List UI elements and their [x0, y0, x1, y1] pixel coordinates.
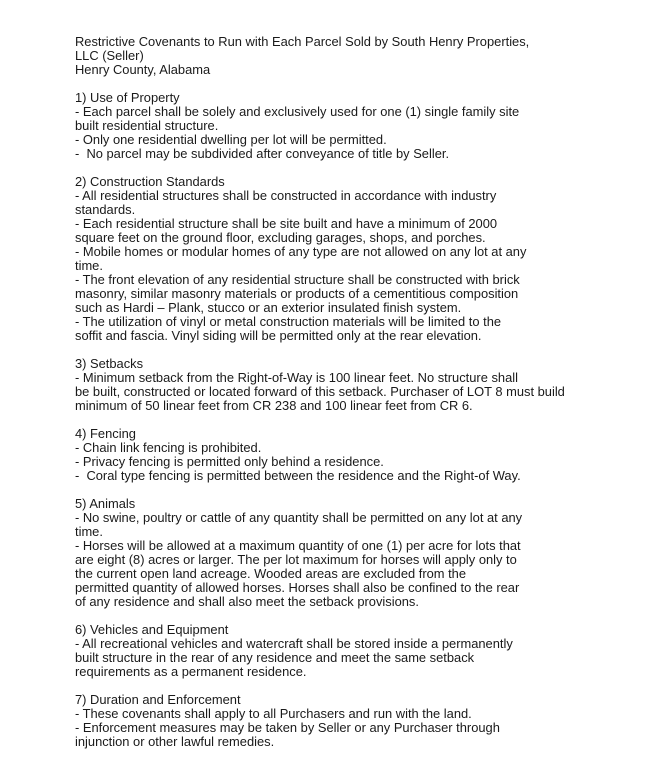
covenant-line: square feet on the ground floor, excluding garages, shops, and porches. — [75, 230, 486, 245]
covenant-line: minimum of 50 linear feet from CR 238 and 100 linear feet from CR 6. — [75, 398, 473, 413]
section-heading: 5) Animals — [75, 496, 136, 511]
covenant-line: - These covenants shall apply to all Purchasers and run with the land. — [75, 706, 472, 721]
covenant-line: - The front elevation of any residential structure shall be constructed with brick — [75, 272, 520, 287]
covenant-line: - No parcel may be subdivided after conveyance of title by Seller. — [75, 146, 450, 161]
covenant-line: - Coral type fencing is permitted between the residence and the Right-of Way. — [75, 468, 521, 483]
covenant-line: the current open land acreage. Wooded areas are excluded from the — [75, 566, 467, 581]
covenant-line: permitted quantity of allowed horses. Horses shall also be confined to the rear — [75, 580, 520, 595]
section-vehicles-and-equipment — [75, 623, 630, 679]
covenant-line: time. — [75, 524, 103, 539]
covenant-line: built structure in the rear of any residence and meet the same setback — [75, 650, 475, 665]
covenant-line: standards. — [75, 202, 136, 217]
covenant-line: - Mobile homes or modular homes of any type are not allowed on any lot at any — [75, 244, 527, 259]
covenant-line: - Chain link fencing is prohibited. — [75, 440, 262, 455]
section-heading: 7) Duration and Enforcement — [75, 692, 241, 707]
section-heading: 2) Construction Standards — [75, 174, 225, 189]
section-heading: 6) Vehicles and Equipment — [75, 622, 229, 637]
covenant-line: time. — [75, 258, 103, 273]
covenant-line: - Each parcel shall be solely and exclusively used for one (1) single family site — [75, 104, 520, 119]
section-fencing — [75, 427, 630, 483]
covenant-line: - Minimum setback from the Right-of-Way is 100 linear feet. No structure shall — [75, 370, 518, 385]
covenant-line: soffit and fascia. Vinyl siding will be permitted only at the rear elevation. — [75, 328, 482, 343]
covenant-line: - All residential structures shall be constructed in accordance with industry — [75, 188, 497, 203]
section-construction-standards — [75, 175, 630, 343]
covenant-line: are eight (8) acres or larger. The per lot maximum for horses will apply only to — [75, 552, 517, 567]
covenant-line: - Each residential structure shall be site built and have a minimum of 2000 — [75, 216, 498, 231]
covenant-line: injunction or other lawful remedies. — [75, 734, 275, 749]
document-subtitle: Henry County, Alabama — [75, 62, 211, 77]
covenant-line: - Only one residential dwelling per lot will be permitted. — [75, 132, 387, 147]
section-duration-and-enforcement — [75, 693, 630, 749]
covenant-line: of any residence and shall also meet the setback provisions. — [75, 594, 419, 609]
document-title-line: LLC (Seller) — [75, 48, 144, 63]
covenant-line: - Enforcement measures may be taken by Seller or any Purchaser through — [75, 720, 500, 735]
section-setbacks — [75, 357, 630, 413]
covenant-line: - Privacy fencing is permitted only behind a residence. — [75, 454, 384, 469]
document-title-line: Restrictive Covenants to Run with Each Parcel Sold by South Henry Properties, — [75, 34, 530, 49]
covenant-line: - The utilization of vinyl or metal construction materials will be limited to the — [75, 314, 502, 329]
covenant-line: such as Hardi – Plank, stucco or an exterior insulated finish system. — [75, 300, 462, 315]
section-animals — [75, 497, 630, 609]
covenant-line: masonry, similar masonry materials or products of a cementitious composition — [75, 286, 519, 301]
section-heading: 3) Setbacks — [75, 356, 144, 371]
covenant-line: - All recreational vehicles and watercraft shall be stored inside a permanently — [75, 636, 513, 651]
section-use-of-property — [75, 91, 630, 161]
covenant-line: requirements as a permanent residence. — [75, 664, 307, 679]
section-heading: 1) Use of Property — [75, 90, 180, 105]
covenant-line: be built, constructed or located forward of this setback. Purchaser of LOT 8 must build — [75, 384, 565, 399]
covenant-line: built residential structure. — [75, 118, 219, 133]
section-heading: 4) Fencing — [75, 426, 136, 441]
covenant-line: - No swine, poultry or cattle of any quantity shall be permitted on any lot at any — [75, 510, 523, 525]
document-header — [75, 35, 630, 77]
covenant-line: - Horses will be allowed at a maximum quantity of one (1) per acre for lots that — [75, 538, 521, 553]
